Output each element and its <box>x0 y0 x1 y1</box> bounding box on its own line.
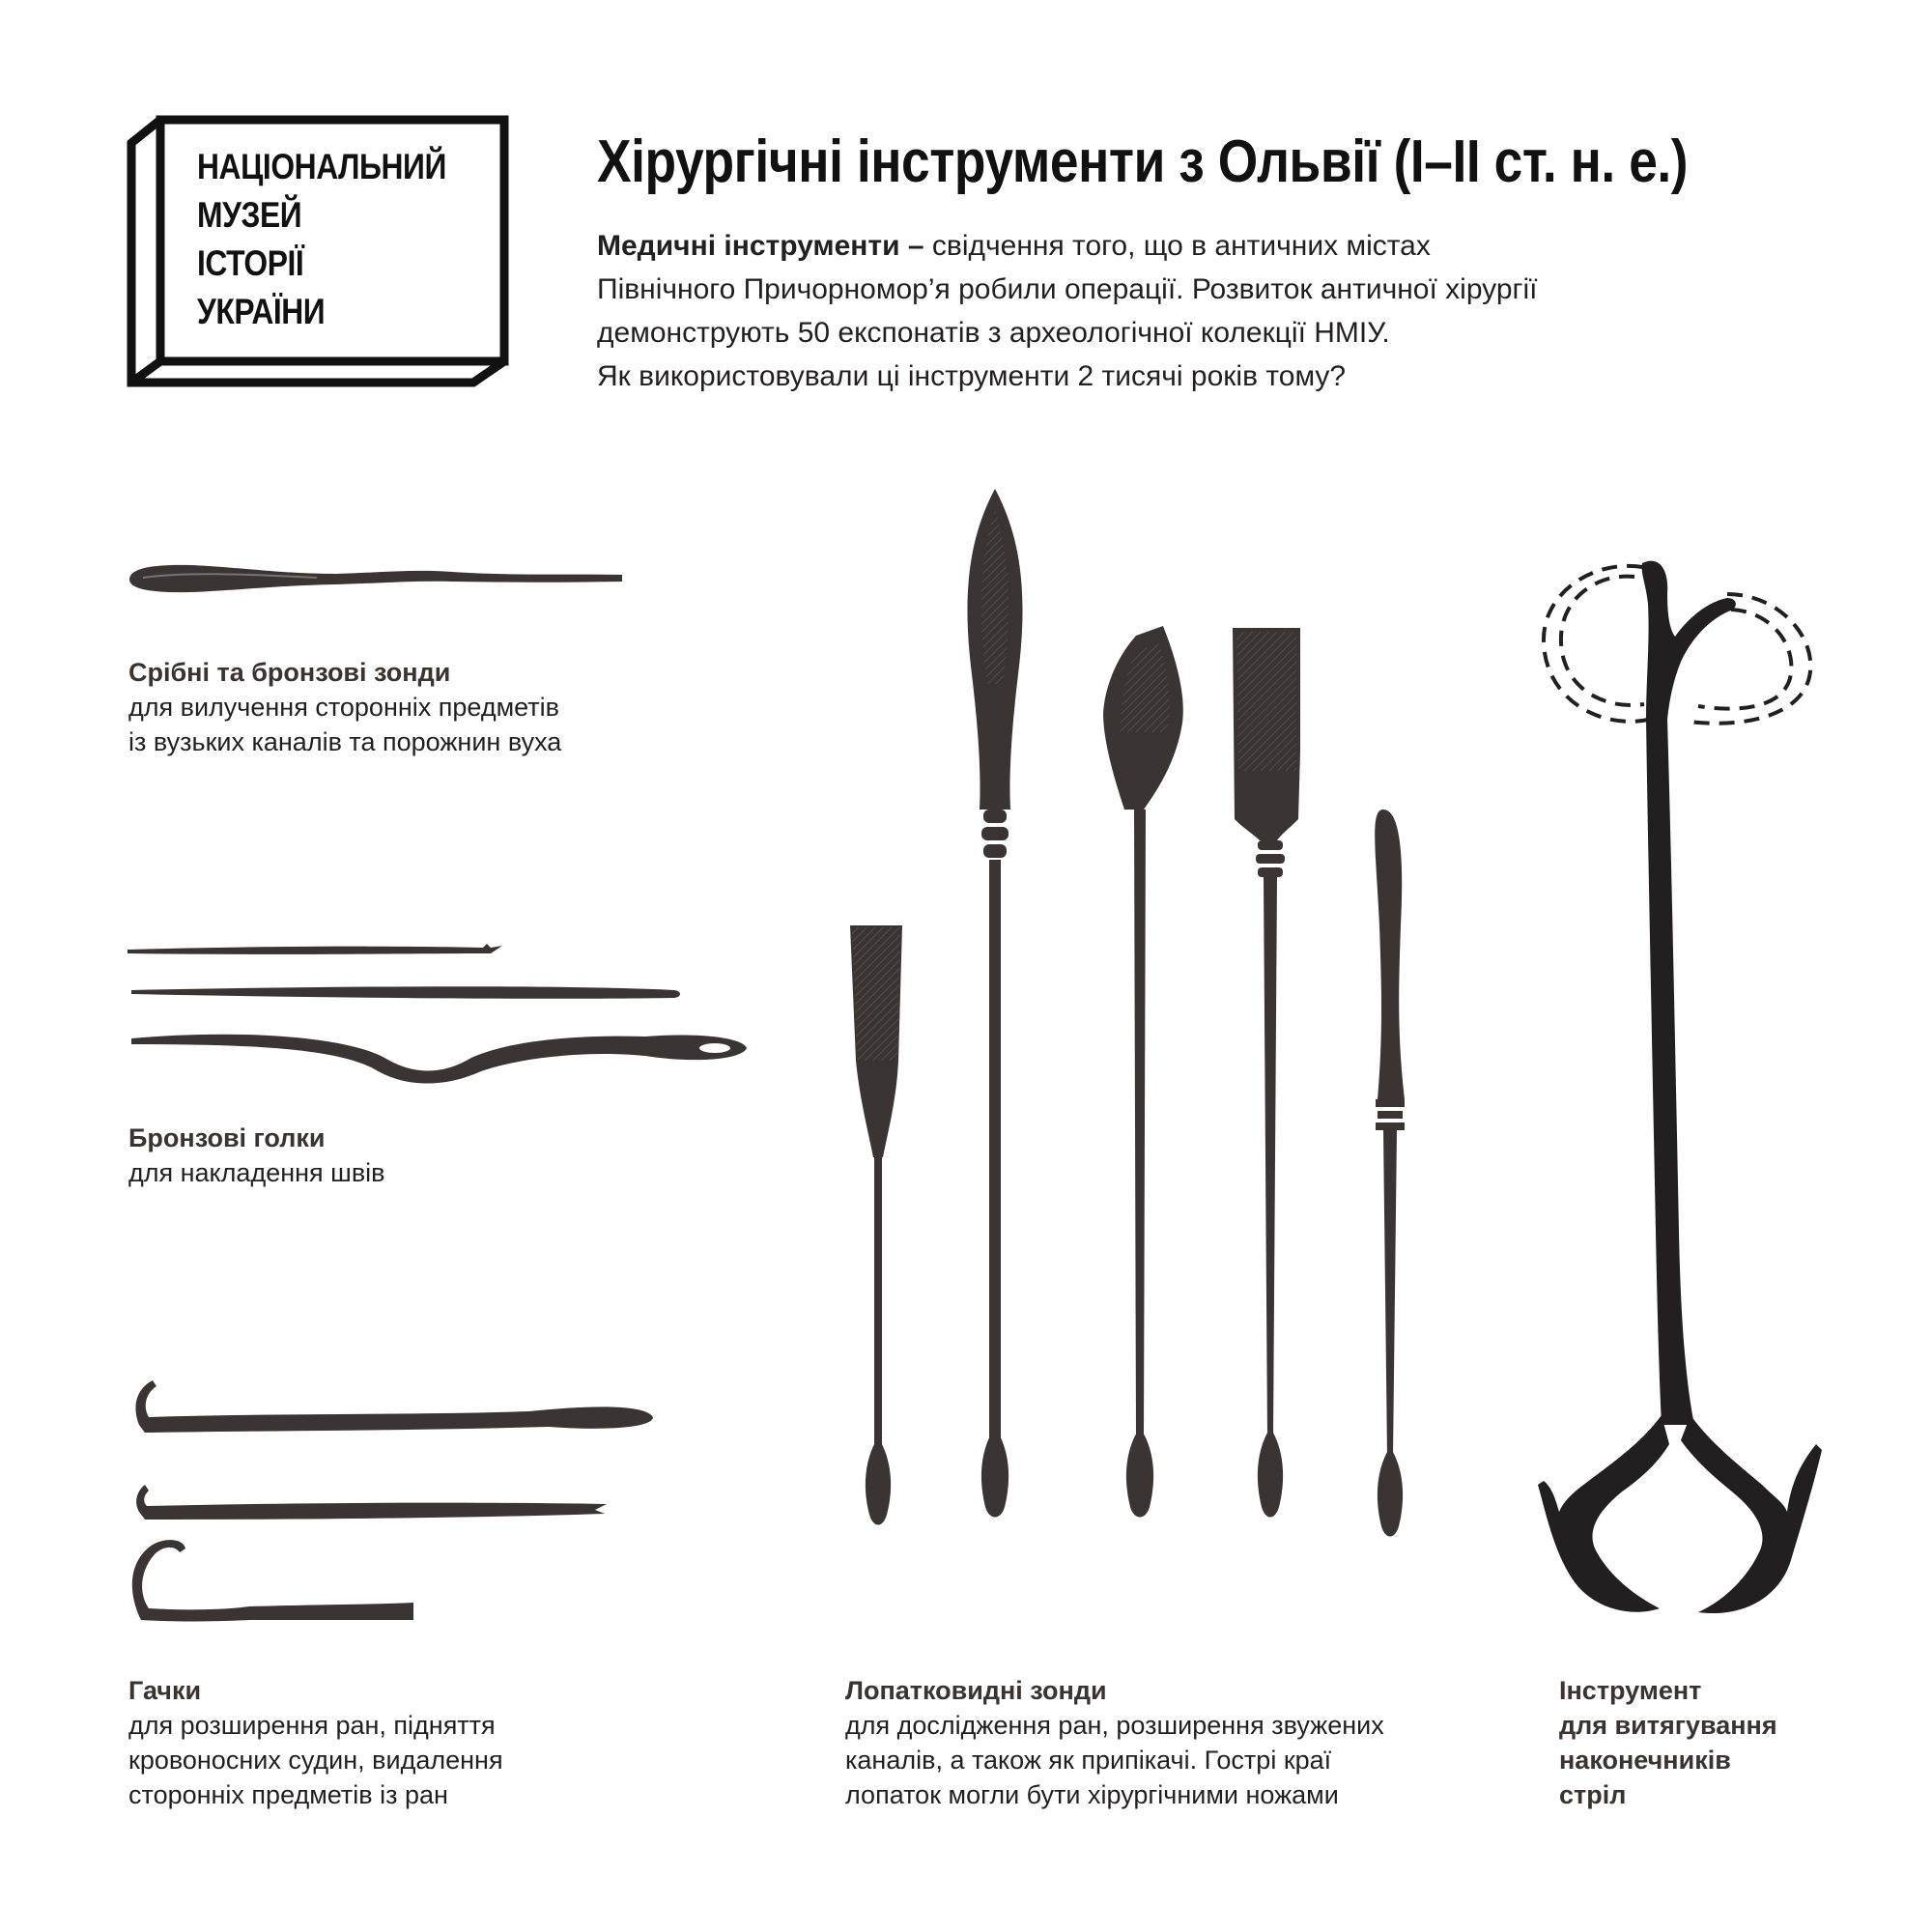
needles-caption-title: Бронзові голки <box>128 1123 326 1152</box>
hooks-caption-line: кровоносних судин, видалення <box>128 1746 503 1775</box>
spatula-probe-1 <box>850 925 902 1525</box>
needles-caption <box>128 1121 385 1190</box>
arrow-tool-caption <box>1559 1673 1777 1812</box>
logo-line: МУЗЕЙ <box>197 195 302 235</box>
spatula-probe-2 <box>967 489 1022 1518</box>
hooks-caption-line: сторонніх предметів із ран <box>128 1780 448 1809</box>
museum-logo <box>126 114 512 394</box>
spatula-probe-5 <box>1375 810 1405 1537</box>
arrow-tool-caption-line: стріл <box>1559 1780 1627 1809</box>
intro-bold-lead: Медичні інструменти – <box>597 230 924 262</box>
spatulas-caption-line: для дослідження ран, розширення звужених <box>845 1711 1384 1740</box>
intro-line-1 <box>597 224 1853 268</box>
intro-line-4: Як використовували ці інструменти 2 тисячі років тому? <box>597 360 1347 392</box>
logo-line: НАЦІОНАЛЬНИЙ <box>197 147 446 186</box>
probe-illustration <box>124 551 636 609</box>
needles-illustration <box>124 932 752 1096</box>
spatula-probe-3 <box>1103 626 1183 1518</box>
arrow-tool-caption-line: наконечників <box>1559 1746 1731 1775</box>
page-title: Хірургічні інструменти з Ольвії (I–II ст. н. е.) <box>597 128 1689 195</box>
needles-caption-line: для накладення швів <box>128 1158 385 1187</box>
intro-text: свідчення того, що в античних містах <box>923 230 1431 262</box>
probes-caption-line: із вузьких каналів та порожнин вуха <box>128 727 562 756</box>
intro-line-2: Північного Причорномор’я робили операції. Розвиток античної хірургії <box>597 273 1538 305</box>
spatulas-caption-line: каналів, а також як припікачі. Гострі краї <box>845 1746 1332 1775</box>
arrow-extractor-illustration <box>1534 555 1824 1628</box>
probes-caption <box>128 655 561 759</box>
spatula-probes-illustration <box>829 481 1447 1621</box>
hooks-caption-line: для розширення ран, підняття <box>128 1711 496 1740</box>
spatula-probe-4 <box>1233 628 1300 1518</box>
logo-line: ІСТОРІЇ <box>197 243 304 283</box>
spatulas-caption-title: Лопатковидні зонди <box>845 1676 1107 1705</box>
hooks-caption <box>128 1673 503 1812</box>
probes-caption-title: Срібні та бронзові зонди <box>128 658 451 687</box>
arrow-tool-caption-line: для витягування <box>1559 1711 1777 1740</box>
intro-line-3: демонструють 50 експонатів з археологічної колекції НМІУ. <box>597 317 1390 349</box>
spatulas-caption-line: лопаток могли бути хірургічними ножами <box>845 1780 1339 1809</box>
arrow-tool-caption-line: Інструмент <box>1559 1676 1702 1705</box>
hooks-caption-title: Гачки <box>128 1676 202 1705</box>
probes-caption-line: для вилучення сторонніх предметів <box>128 693 559 722</box>
hooks-illustration <box>124 1367 674 1637</box>
logo-line: УКРАЇНИ <box>197 292 326 331</box>
intro-paragraph <box>597 224 1853 398</box>
spatulas-caption <box>845 1673 1384 1812</box>
logo-text <box>197 143 446 336</box>
